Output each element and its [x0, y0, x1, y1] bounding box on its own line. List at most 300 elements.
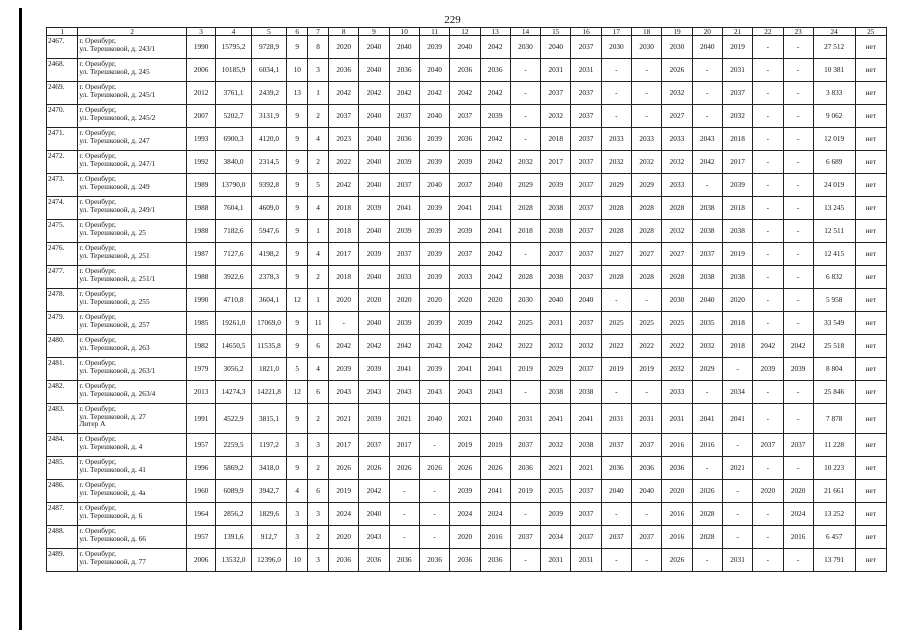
address-line: г. Оренбург,	[79, 312, 116, 321]
address-line: ул. Терешковой, д. 4а	[79, 487, 146, 497]
row-number: 2487.	[47, 503, 78, 526]
row-number: 2479.	[47, 312, 78, 335]
table-cell: 3	[308, 59, 329, 82]
table-cell: 12	[287, 289, 308, 312]
table-cell: -	[783, 197, 813, 220]
table-cell: нет	[855, 59, 886, 82]
table-cell: -	[632, 105, 662, 128]
table-cell: 13	[287, 82, 308, 105]
table-cell: -	[632, 549, 662, 572]
table-cell: 3418,0	[251, 457, 287, 480]
table-cell: 11 228	[813, 434, 855, 457]
table-cell: 2856,2	[216, 503, 252, 526]
table-cell: 3	[308, 549, 329, 572]
table-cell: 2040	[541, 289, 571, 312]
table-cell: -	[753, 220, 783, 243]
table-cell: 2040	[359, 59, 389, 82]
table-cell: -	[753, 36, 783, 59]
table-cell: 12 019	[813, 128, 855, 151]
table-cell: 2018	[722, 128, 752, 151]
address-cell	[78, 312, 187, 335]
table-cell: 2040	[359, 174, 389, 197]
table-cell: 2038	[571, 434, 601, 457]
table-cell: 2030	[510, 36, 540, 59]
address-line: г. Оренбург,	[79, 434, 116, 443]
table-cell: 2037	[571, 197, 601, 220]
table-cell: нет	[855, 220, 886, 243]
table-cell: 2042	[450, 335, 480, 358]
table-row	[47, 434, 887, 457]
address-line: Литер А	[79, 419, 106, 429]
table-cell: 2042	[329, 335, 359, 358]
table-cell: 2026	[389, 457, 419, 480]
table-cell: -	[510, 82, 540, 105]
table-cell: 7182,6	[216, 220, 252, 243]
table-cell: 2037	[571, 174, 601, 197]
table-row	[47, 174, 887, 197]
table-cell: 2036	[601, 457, 631, 480]
table-cell: 2028	[632, 220, 662, 243]
column-header: 12	[450, 28, 480, 36]
table-cell: 4	[308, 358, 329, 381]
row-number: 2471.	[47, 128, 78, 151]
table-cell: 2020	[450, 289, 480, 312]
address-line: г. Оренбург,	[79, 220, 116, 229]
table-cell: 2037	[753, 434, 783, 457]
table-cell: 2439,2	[251, 82, 287, 105]
table-cell: 9 062	[813, 105, 855, 128]
column-header: 17	[601, 28, 631, 36]
table-cell: 1960	[186, 480, 215, 503]
address-cell	[78, 105, 187, 128]
table-cell: нет	[855, 312, 886, 335]
table-cell: 2030	[662, 289, 692, 312]
table-cell: нет	[855, 243, 886, 266]
table-cell: 2021	[329, 404, 359, 434]
table-cell: 2036	[359, 549, 389, 572]
table-cell: 2041	[541, 404, 571, 434]
table-cell: 4198,2	[251, 243, 287, 266]
table-cell: 1993	[186, 128, 215, 151]
row-number: 2470.	[47, 105, 78, 128]
table-cell: -	[601, 105, 631, 128]
table-cell: 2037	[541, 243, 571, 266]
table-cell: 2042	[359, 480, 389, 503]
table-cell: 2043	[329, 381, 359, 404]
table-cell: 2037	[632, 434, 662, 457]
table-cell: 2037	[571, 128, 601, 151]
address-line: ул. Терешковой, д. 25	[79, 227, 146, 237]
table-cell: 2013	[186, 381, 215, 404]
table-cell: 2031	[571, 549, 601, 572]
table-cell: -	[510, 381, 540, 404]
address-line: г. Оренбург,	[79, 289, 116, 298]
table-cell: 2042	[480, 266, 510, 289]
address-line: ул. Терешковой, д. 255	[79, 296, 150, 306]
address-cell	[78, 503, 187, 526]
table-cell: 6	[308, 381, 329, 404]
table-cell: 2043	[359, 381, 389, 404]
table-cell: 2314,5	[251, 151, 287, 174]
row-number: 2473.	[47, 174, 78, 197]
table-cell: 2031	[601, 404, 631, 434]
table-cell: 2032	[662, 220, 692, 243]
table-cell: 2017	[722, 151, 752, 174]
table-cell: 2019	[632, 358, 662, 381]
table-cell: 2043	[480, 381, 510, 404]
table-cell: 2041	[692, 404, 722, 434]
table-cell: -	[510, 549, 540, 572]
table-cell: 9	[287, 174, 308, 197]
table-cell: -	[632, 82, 662, 105]
row-number: 2486.	[47, 480, 78, 503]
address-line: г. Оренбург,	[79, 105, 116, 114]
column-header: 15	[541, 28, 571, 36]
table-row	[47, 243, 887, 266]
table-cell: нет	[855, 151, 886, 174]
table-cell: 4	[308, 128, 329, 151]
table-row	[47, 549, 887, 572]
table-cell: 8	[308, 36, 329, 59]
table-cell: -	[601, 381, 631, 404]
table-cell: 2029	[601, 174, 631, 197]
table-cell: 2036	[632, 457, 662, 480]
table-cell: 24 019	[813, 174, 855, 197]
table-cell: 4522,9	[216, 404, 252, 434]
table-cell: 2037	[571, 82, 601, 105]
table-cell: -	[783, 404, 813, 434]
table-cell: 10	[287, 59, 308, 82]
table-cell: -	[753, 503, 783, 526]
address-line: г. Оренбург,	[79, 526, 116, 535]
table-cell: 2032	[632, 151, 662, 174]
address-cell	[78, 197, 187, 220]
table-cell: 2039	[359, 243, 389, 266]
table-cell: 2037	[571, 480, 601, 503]
page-edge-bar	[19, 8, 22, 630]
table-cell: 3056,2	[216, 358, 252, 381]
table-row	[47, 358, 887, 381]
table-cell: 2038	[692, 266, 722, 289]
column-header: 24	[813, 28, 855, 36]
table-cell: 2038	[541, 266, 571, 289]
table-cell: нет	[855, 480, 886, 503]
table-cell: 2036	[389, 59, 419, 82]
table-cell: 1	[308, 220, 329, 243]
table-cell: 2034	[541, 526, 571, 549]
table-cell: 2017	[389, 434, 419, 457]
table-cell: 2031	[541, 59, 571, 82]
table-cell: 2037	[450, 243, 480, 266]
table-cell: 2041	[571, 404, 601, 434]
table-cell: -	[753, 266, 783, 289]
table-row	[47, 312, 887, 335]
address-cell	[78, 82, 187, 105]
table-cell: -	[753, 457, 783, 480]
table-cell: 6	[308, 480, 329, 503]
table-cell: 2020	[722, 289, 752, 312]
table-cell: 2018	[329, 197, 359, 220]
table-cell: 2039	[389, 220, 419, 243]
address-cell	[78, 266, 187, 289]
table-cell: 3815,1	[251, 404, 287, 434]
table-cell: 2039	[783, 358, 813, 381]
table-cell: 2028	[692, 503, 722, 526]
table-cell: 2040	[359, 105, 389, 128]
table-cell: 2037	[632, 526, 662, 549]
table-cell: 2037	[571, 151, 601, 174]
table-cell: -	[692, 457, 722, 480]
address-cell	[78, 174, 187, 197]
table-cell: 2037	[571, 220, 601, 243]
table-cell: 2039	[389, 312, 419, 335]
table-row	[47, 266, 887, 289]
table-cell: -	[722, 358, 752, 381]
table-cell: 1979	[186, 358, 215, 381]
address-line: г. Оренбург,	[79, 59, 116, 68]
table-cell: 2042	[389, 335, 419, 358]
table-cell: 5869,2	[216, 457, 252, 480]
table-cell: -	[510, 243, 540, 266]
table-cell: 2006	[186, 59, 215, 82]
table-cell: 4710,8	[216, 289, 252, 312]
table-cell: 2037	[359, 434, 389, 457]
table-cell: 2039	[541, 503, 571, 526]
table-cell: 2036	[389, 128, 419, 151]
column-header: 19	[662, 28, 692, 36]
address-line: ул. Терешковой, д. 251/1	[79, 273, 156, 283]
row-number: 2484.	[47, 434, 78, 457]
table-cell: 2036	[389, 549, 419, 572]
address-line: ул. Терешковой, д. 263	[79, 342, 150, 352]
table-cell: 2020	[450, 526, 480, 549]
table-cell: -	[510, 128, 540, 151]
address-line: г. Оренбург,	[79, 36, 116, 45]
table-row	[47, 335, 887, 358]
table-cell: нет	[855, 174, 886, 197]
address-cell	[78, 549, 187, 572]
table-cell: 6 457	[813, 526, 855, 549]
table-cell: 2042	[480, 243, 510, 266]
table-cell: 912,7	[251, 526, 287, 549]
address-line: ул. Терешковой, д. 77	[79, 556, 146, 566]
table-cell: 2022	[601, 335, 631, 358]
row-number: 2474.	[47, 197, 78, 220]
table-cell: 2019	[450, 434, 480, 457]
table-cell: 3840,0	[216, 151, 252, 174]
column-header: 23	[783, 28, 813, 36]
table-cell: 2021	[571, 457, 601, 480]
table-cell: 6089,9	[216, 480, 252, 503]
table-cell: 2032	[692, 335, 722, 358]
table-cell: 2021	[450, 404, 480, 434]
table-cell: 2020	[329, 36, 359, 59]
table-cell: 2038	[692, 220, 722, 243]
table-cell: 1	[308, 289, 329, 312]
table-cell: 6 832	[813, 266, 855, 289]
table-cell: -	[783, 59, 813, 82]
address-line: г. Оренбург,	[79, 381, 116, 390]
table-cell: 2	[308, 151, 329, 174]
table-cell: 2020	[753, 480, 783, 503]
table-cell: 2039	[419, 151, 449, 174]
table-cell: 2037	[450, 174, 480, 197]
table-cell: 1982	[186, 335, 215, 358]
address-line: г. Оренбург,	[79, 197, 116, 206]
table-cell: 2031	[662, 404, 692, 434]
table-cell: 2039	[329, 358, 359, 381]
table-cell: -	[692, 82, 722, 105]
address-line: ул. Терешковой, д. 66	[79, 533, 146, 543]
address-line: г. Оренбург,	[79, 174, 116, 183]
address-line: ул. Терешковой, д. 27	[79, 411, 146, 421]
table-cell: 2040	[419, 59, 449, 82]
address-line: ул. Терешковой, д. 245/1	[79, 89, 156, 99]
table-cell: 2039	[389, 151, 419, 174]
table-cell: 2028	[662, 197, 692, 220]
table-cell: 3	[308, 503, 329, 526]
table-cell: 13532,0	[216, 549, 252, 572]
column-header: 11	[419, 28, 449, 36]
table-cell: -	[601, 289, 631, 312]
table-cell: 2039	[419, 266, 449, 289]
table-cell: 2025	[662, 312, 692, 335]
table-cell: 2027	[662, 243, 692, 266]
table-cell: 6034,1	[251, 59, 287, 82]
table-cell: 14274,3	[216, 381, 252, 404]
table-cell: -	[722, 434, 752, 457]
table-cell: -	[692, 105, 722, 128]
table-cell: 2020	[419, 289, 449, 312]
table-cell: 2018	[510, 220, 540, 243]
table-cell: 2040	[419, 105, 449, 128]
table-cell: 2024	[783, 503, 813, 526]
table-cell: 3761,1	[216, 82, 252, 105]
table-cell: 12	[287, 381, 308, 404]
table-cell: -	[783, 312, 813, 335]
table-cell: 2031	[541, 549, 571, 572]
table-cell: 2018	[329, 220, 359, 243]
table-cell: 2042	[783, 335, 813, 358]
table-cell: 2041	[389, 197, 419, 220]
table-cell: 2024	[480, 503, 510, 526]
table-cell: 2012	[186, 82, 215, 105]
table-cell: 9	[287, 457, 308, 480]
table-cell: 5202,7	[216, 105, 252, 128]
table-cell: 2027	[632, 243, 662, 266]
table-cell: -	[419, 434, 449, 457]
column-header: 1	[47, 28, 78, 36]
table-cell: -	[692, 381, 722, 404]
table-cell: 2031	[632, 404, 662, 434]
table-cell: 2037	[389, 243, 419, 266]
table-cell: 10 381	[813, 59, 855, 82]
table-cell: 2018	[722, 312, 752, 335]
table-row	[47, 105, 887, 128]
table-cell: 15795,2	[216, 36, 252, 59]
table-cell: 2043	[692, 128, 722, 151]
table-cell: 2037	[692, 243, 722, 266]
address-line: г. Оренбург,	[79, 404, 116, 413]
row-number: 2483.	[47, 404, 78, 434]
column-header: 8	[329, 28, 359, 36]
table-cell: -	[510, 105, 540, 128]
table-cell: нет	[855, 105, 886, 128]
table-cell: 2040	[419, 404, 449, 434]
table-cell: 2018	[722, 335, 752, 358]
table-cell: 2032	[601, 151, 631, 174]
table-cell: 2040	[450, 36, 480, 59]
table-cell: 1988	[186, 266, 215, 289]
table-cell: 9	[287, 335, 308, 358]
table-cell: 2040	[359, 266, 389, 289]
table-cell: 3604,1	[251, 289, 287, 312]
table-cell: 2032	[571, 335, 601, 358]
table-cell: 2039	[419, 243, 449, 266]
table-row	[47, 457, 887, 480]
table-row	[47, 526, 887, 549]
address-line: ул. Терешковой, д. 4	[79, 441, 143, 451]
table-cell: -	[753, 128, 783, 151]
address-line: г. Оренбург,	[79, 151, 116, 160]
table-cell: 2021	[541, 457, 571, 480]
table-cell: 12 415	[813, 243, 855, 266]
table-cell: 2037	[389, 174, 419, 197]
table-cell: 2028	[692, 526, 722, 549]
table-cell: 2036	[419, 549, 449, 572]
table-cell: 2037	[571, 358, 601, 381]
table-cell: 2028	[510, 266, 540, 289]
address-line: г. Оренбург,	[79, 243, 116, 252]
table-cell: 3922,6	[216, 266, 252, 289]
table-cell: 9	[287, 404, 308, 434]
table-cell: 3942,7	[251, 480, 287, 503]
table-cell: -	[601, 82, 631, 105]
table-cell: -	[753, 381, 783, 404]
table-cell: 2043	[389, 381, 419, 404]
table-cell: 2017	[541, 151, 571, 174]
table-cell: 2	[308, 266, 329, 289]
table-cell: 6	[308, 335, 329, 358]
address-line: г. Оренбург,	[79, 503, 116, 512]
table-cell: 13 245	[813, 197, 855, 220]
table-cell: 2039	[450, 151, 480, 174]
table-cell: 9	[287, 36, 308, 59]
row-number: 2476.	[47, 243, 78, 266]
table-cell: 2035	[692, 312, 722, 335]
table-cell: 17069,0	[251, 312, 287, 335]
table-cell: 2040	[359, 312, 389, 335]
table-cell: 2028	[632, 197, 662, 220]
table-cell: 2040	[359, 220, 389, 243]
table-cell: -	[632, 503, 662, 526]
table-cell: нет	[855, 36, 886, 59]
table-cell: 2040	[632, 480, 662, 503]
row-number: 2488.	[47, 526, 78, 549]
table-cell: -	[632, 289, 662, 312]
table-cell: 2037	[329, 105, 359, 128]
column-header: 16	[571, 28, 601, 36]
table-cell: 2040	[480, 404, 510, 434]
column-header: 7	[308, 28, 329, 36]
address-line: ул. Терешковой, д. 247/1	[79, 158, 156, 168]
table-cell: 2019	[722, 36, 752, 59]
table-cell: 2038	[722, 220, 752, 243]
table-cell: 2020	[480, 289, 510, 312]
table-cell: -	[419, 503, 449, 526]
table-cell: 11	[308, 312, 329, 335]
address-cell	[78, 289, 187, 312]
